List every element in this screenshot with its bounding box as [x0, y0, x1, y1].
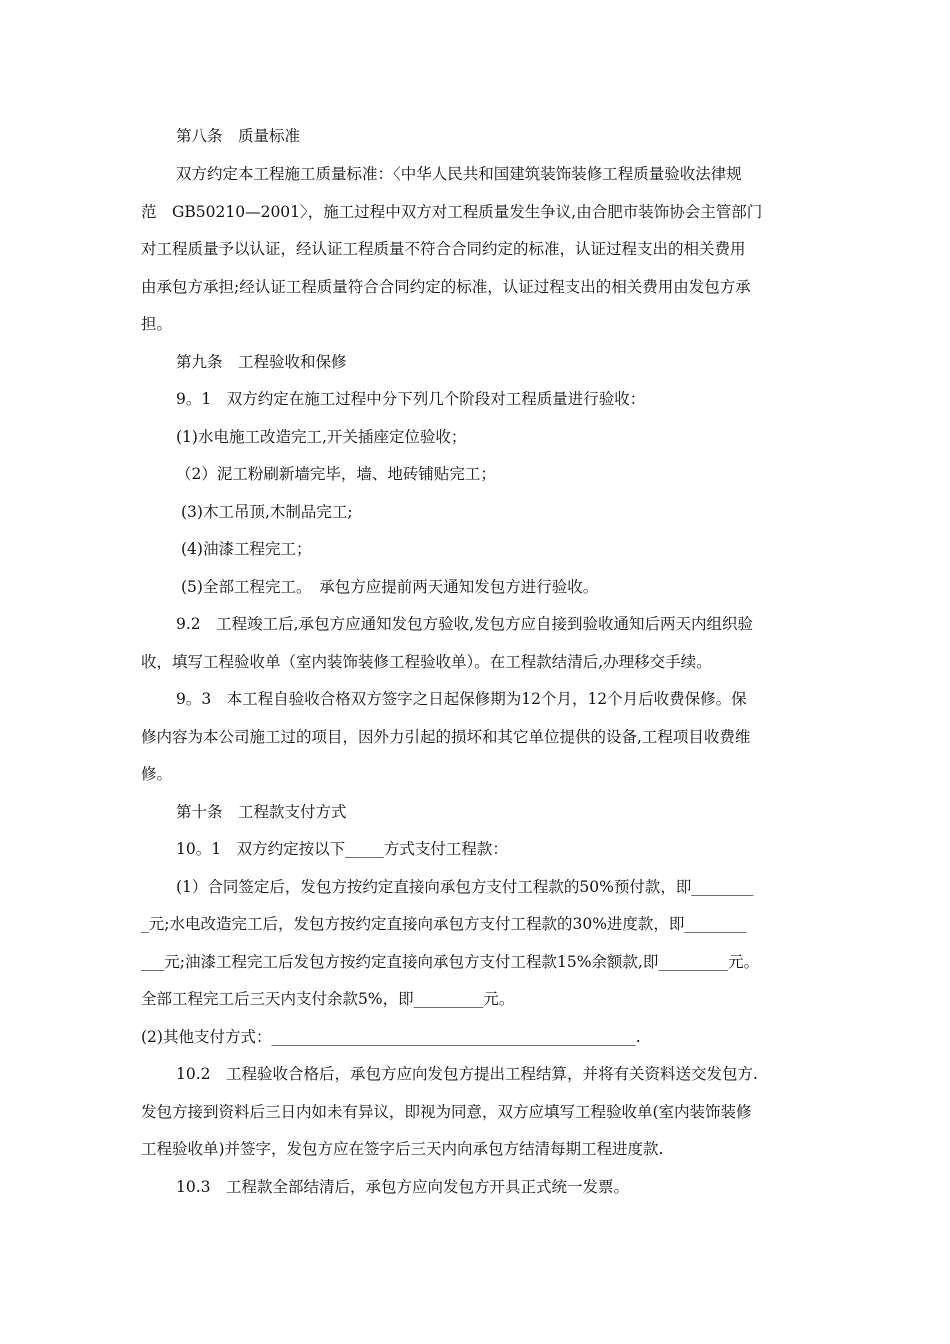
paragraph-line: 工程验收单)并签字，发包方应在签字后三天内向承包方结清每期工程进度款. [141, 1140, 664, 1158]
article-9-heading: 第九条 工程验收和保修 [176, 353, 347, 371]
paragraph-line: 发包方接到资料后三日内如未有异议，即视为同意，双方应填写工程验收单(室内装饰装修 [141, 1103, 752, 1121]
paragraph-line: 修。 [141, 765, 173, 783]
paragraph-line: 全部工程完工后三天内支付余款5%，即_________元。 [141, 990, 515, 1008]
paragraph-line: 收，填写工程验收单（室内装饰装修工程验收单）。在工程款结清后,办理移交手续。 [141, 653, 712, 671]
list-item: (4)油漆工程完工； [181, 540, 312, 558]
paragraph-line: 范 GB50210—2001〉，施工过程中双方对工程质量发生争议,由合肥市装饰协会主管部门 [141, 203, 763, 221]
list-item: (5)全部工程完工。 承包方应提前两天通知发包方进行验收。 [181, 578, 599, 596]
paragraph-line: _元;水电改造完工后，发包方按约定直接向承包方支付工程款的30%进度款，即________ [141, 915, 747, 933]
paragraph-line: 修内容为本公司施工过的项目，因外力引起的损坏和其它单位提供的设备,工程项目收费维 [141, 728, 751, 746]
paragraph-line: 对工程质量予以认证，经认证工程质量不符合合同约定的标准，认证过程支出的相关费用 [141, 240, 746, 258]
article-8-heading: 第八条 质量标准 [176, 127, 301, 145]
clause-10-1: 10。1 双方约定按以下_____方式支付工程款： [176, 840, 508, 858]
paragraph-line: (2)其他支付方式：_______________________________________________. [141, 1028, 641, 1046]
article-10-heading: 第十条 工程款支付方式 [176, 803, 347, 821]
paragraph-line: ___元;油漆工程完工后发包方按约定直接向承包方支付工程款15%余额款,即_________元。 [141, 953, 760, 971]
clause-10-3: 10.3 工程款全部结清后，承包方应向发包方开具正式统一发票。 [176, 1178, 630, 1196]
list-item: (3)木工吊顶,木制品完工; [181, 503, 353, 521]
clause-10-2: 10.2 工程验收合格后，承包方应向发包方提出工程结算，并将有关资料送交发包方. [176, 1065, 758, 1083]
list-item: (1)水电施工改造完工,开关插座定位验收； [176, 428, 467, 446]
clause-9-3: 9。3 本工程自验收合格双方签字之日起保修期为12个月，12个月后收费保修。保 [176, 690, 747, 708]
paragraph-line: (1）合同签定后，发包方按约定直接向承包方支付工程款的50%预付款，即________ [176, 878, 754, 896]
paragraph-line: 双方约定本工程施工质量标准：〈中华人民共和国建筑装饰装修工程质量验收法律规 [176, 165, 742, 183]
clause-9-2: 9.2 工程竣工后,承包方应通知发包方验收,发包方应自接到验收通知后两天内组织验 [176, 615, 754, 633]
paragraph-line: 担。 [141, 315, 173, 333]
clause-9-1: 9。1 双方约定在施工过程中分下列几个阶段对工程质量进行验收： [176, 390, 646, 408]
paragraph-line: 由承包方承担;经认证工程质量符合合同约定的标准，认证过程支出的相关费用由发包方承 [141, 278, 751, 296]
list-item: （2）泥工粉刷新墙完毕，墙、地砖铺贴完工； [176, 465, 496, 483]
